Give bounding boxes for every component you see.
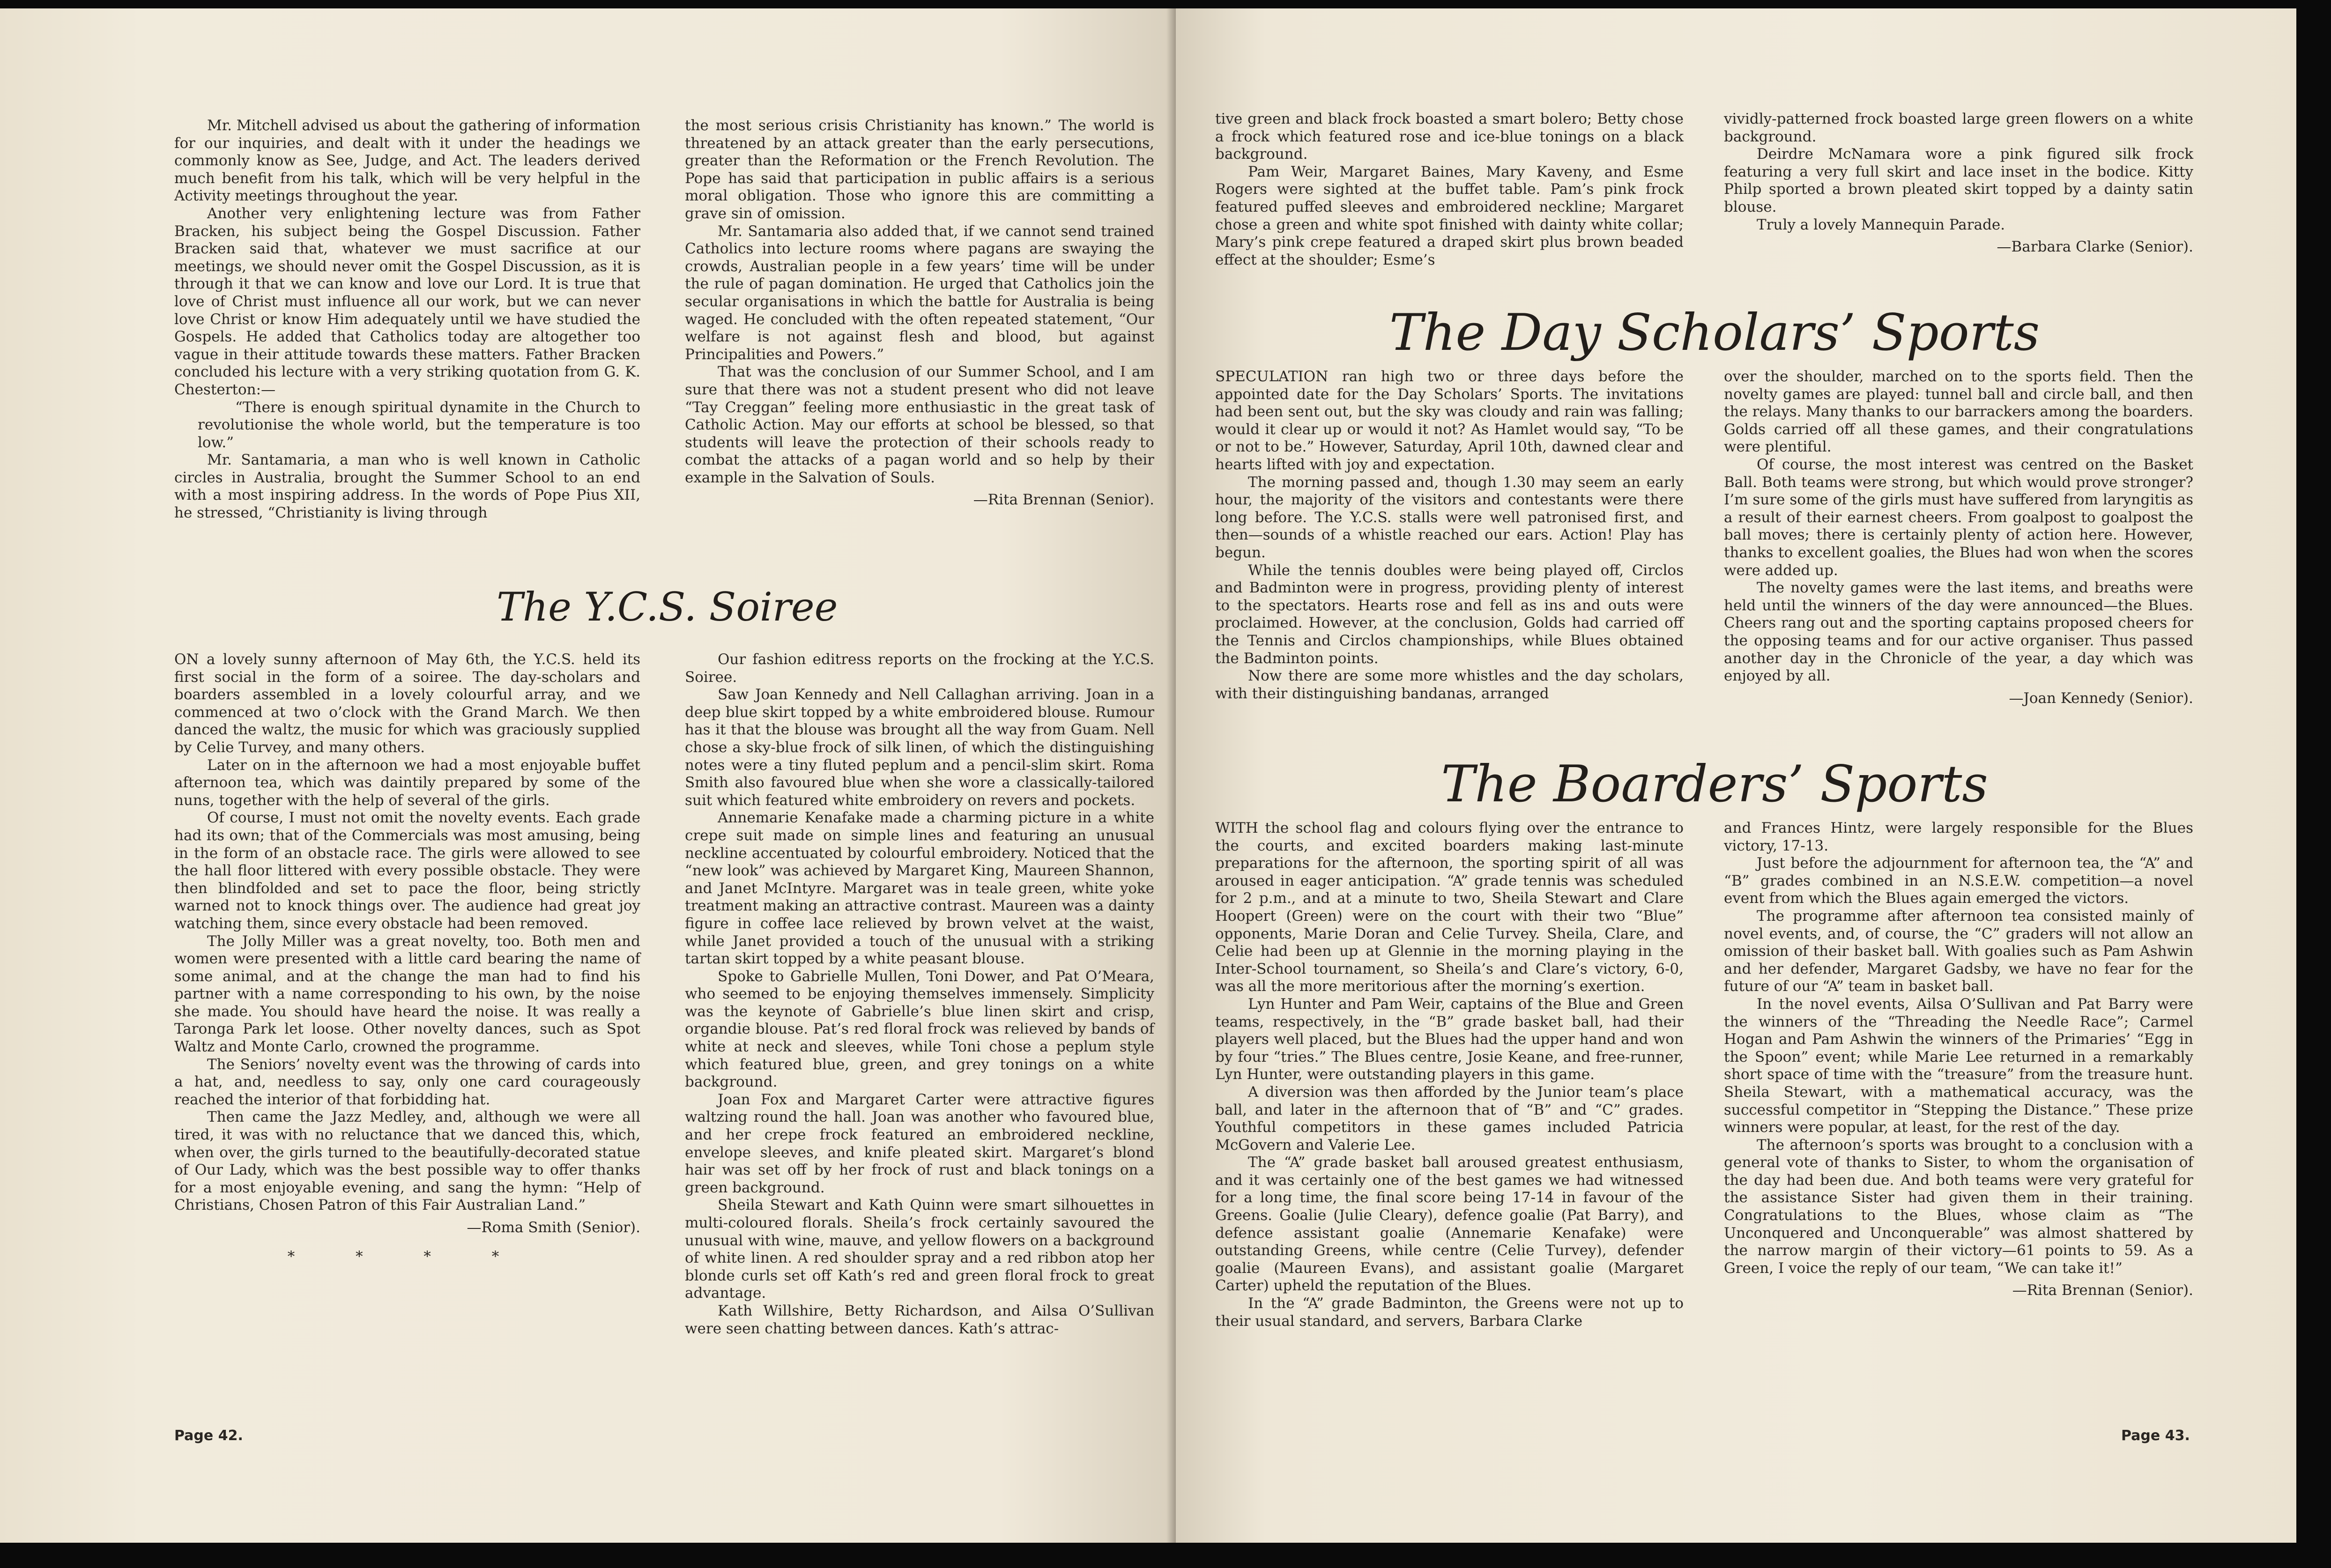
signature: —Barbara Clarke (Senior). bbox=[1997, 238, 2193, 256]
paragraph: Now there are some more whistles and the day scholars, with their distinguishing bandanas, arranged bbox=[1215, 667, 1684, 702]
paragraph: The afternoon’s sports was brought to a conclusion with a general vote of thanks to Sister, to whom the organisation of the day had been due. And both teams were very grateful for the assistance Sister had given them in their training. Congratulations to the Blues, whose claim as “The Unconquered and Unconquerable” was almost shattered by the narrow margin of their victory—61 points to 59. As a Green, I voice the reply of our team, “We can take it!” bbox=[1724, 1136, 2193, 1277]
signature: —Rita Brennan (Senior). bbox=[973, 491, 1154, 509]
paragraph: Mr. Mitchell advised us about the gathering of information for our inquiries, and dealt with it under the headings we commonly know as See, Judge, and Act. The leaders derived much benefit from his talk, which will be very helpful in the Activity meetings throughout the year. bbox=[174, 117, 640, 205]
paragraph: Pam Weir, Margaret Baines, Mary Kaveny, and Esme Rogers were sighted at the buffet table. Pam’s pink frock featured puffed sleeves and embroidered neckline; Margaret chose a green and white spot finished with dainty white collar; Mary’s pink crepe featured a draped skirt plus brown beaded effect at the shoulder; Esme’s bbox=[1215, 163, 1684, 268]
paragraph: Lyn Hunter and Pam Weir, captains of the Blue and Green teams, respectively, in the “B” grade basket ball, had their players well placed, but the Blues had the upper hand and won by four “tries.” The Blues centre, Josie Keane, and free-runner, Lyn Hunter, were outstanding players in this game. bbox=[1215, 995, 1684, 1083]
paragraph: Of course, the most interest was centred on the Basket Ball. Both teams were strong, but which would prove stronger? I’m sure some of the girls must have suffered from laryngitis as a result of their earnest cheers. From goalpost to goalpost the ball moves; there is certainly plenty of action here. However, thanks to excellent goalies, the Blues had won when the scores were added up. bbox=[1724, 456, 2193, 579]
paragraph: Just before the adjournment for afternoon tea, the “A” and “B” grades combined in an N.S.E.W. competition—a novel event from which the Blues again emerged the victors. bbox=[1724, 855, 2193, 907]
paragraph: Truly a lovely Mannequin Parade. bbox=[1757, 216, 2005, 233]
quote: “There is enough spiritual dynamite in the Church to revolutionise the whole world, but the temperature is too low.” bbox=[198, 399, 640, 451]
signature: —Joan Kennedy (Senior). bbox=[2009, 689, 2193, 707]
paragraph: The programme after afternoon tea consisted mainly of novel events, and, of course, the “C” graders will not allow an omission of their basket ball. With goalies such as Pam Ashwin and her defender, Margaret Gadsby, we have no fear for the future of our “A” team in basket ball. bbox=[1724, 907, 2193, 995]
section-divider-stars: * * * * bbox=[287, 1248, 527, 1265]
paragraph: vividly-patterned frock boasted large green flowers on a white background. bbox=[1724, 111, 2193, 145]
paragraph: Kath Willshire, Betty Richardson, and Ailsa O’Sullivan were seen chatting between dances. Kath’s attrac- bbox=[685, 1302, 1154, 1337]
paragraph: Another very enlightening lecture was from Father Bracken, his subject being the Gospel Discussion. Father Bracken said that, whatever we must sacrifice at our meetings, we should never omit the Gospel Discussion, as it is through it that we can know and love our Lord. It is true that love of Christ must influence all our work, but we can never love Christ or know Him adequately until we have studied the Gospels. He added that Catholics today are altogether too vague in their attitude towards these matters. Father Bracken concluded his lecture with a very striking quotation from G. K. Chesterton:— bbox=[174, 205, 640, 398]
soiree-title: The Y.C.S. Soiree bbox=[497, 584, 838, 630]
paragraph: WITH the school flag and colours flying over the entrance to the courts, and excited boarders making last-minute preparations for the afternoon, the sporting spirit of all was aroused in eager anticipation. “A” grade tennis was scheduled for 2 p.m., and at a minute to two, Sheila Stewart and Clare Hoopert (Green) were on the court with their two “Blue” opponents, Marie Doran and Celie Turvey. Sheila, Clare, and Celie had been up at Glennie in the morning playing in the Inter-School tournament, so Sheila’s and Clare’s victory, 6-0, was all the more meritorious after the morning’s exertion. bbox=[1215, 820, 1684, 995]
paragraph: Mr. Santamaria also added that, if we cannot send trained Catholics into lecture rooms where pagans are swaying the crowds, Australian people in a few years’ time will be under the rule of pagan domination. He urged that Catholics join the secular organisations in which the battle for Australia is being waged. He concluded with the often repeated statement, “Our welfare is not against flesh and blood, but against Principalities and Powers.” bbox=[685, 222, 1154, 363]
paragraph: ON a lovely sunny afternoon of May 6th, the Y.C.S. held its first social in the form of a soiree. The day-scholars and boarders assembled in a lovely colourful array, and we commenced at two o’clock with the Grand March. We then danced the waltz, the music for which was graciously supplied by Celie Turvey, and many others. bbox=[174, 651, 640, 756]
page-number: Page 43. bbox=[2121, 1427, 2190, 1444]
day-scholars-col2 bbox=[1724, 368, 2193, 707]
paragraph: SPECULATION ran high two or three days before the appointed date for the Day Scholars’ Sports. The invitations had been sent out, but the sky was cloudy and rain was falling; would it clear up or would it not? As Hamlet would say, “To be or not to be.” However, Saturday, April 10th, dawned clear and hearts lifted with joy and expectation. bbox=[1215, 368, 1684, 473]
boarders-col1 bbox=[1215, 820, 1684, 1330]
paragraph: Saw Joan Kennedy and Nell Callaghan arriving. Joan in a deep blue skirt topped by a white embroidered blouse. Rumour has it that the blouse was brought all the way from Guam. Nell chose a sky-blue frock of silk linen, of which the distinguishing notes were a tiny fluted peplum and a pencil-slim skirt. Roma Smith also favoured blue when she wore a classically-tailored suit which featured white embroidery on revers and pockets. bbox=[685, 686, 1154, 809]
paragraph: While the tennis doubles were being played off, Circlos and Badminton were in progress, providing plenty of interest to the spectators. Hearts rose and fell as ins and outs were proclaimed. However, at the conclusion, Golds had carried off the Tennis and Circlos championships, while Blues obtained the Badminton points. bbox=[1215, 562, 1684, 667]
left-col2-intro bbox=[685, 117, 1154, 509]
boarders-col2 bbox=[1724, 820, 2193, 1300]
page-number: Page 42. bbox=[174, 1427, 243, 1444]
signature: —Roma Smith (Senior). bbox=[467, 1219, 640, 1236]
paragraph: Sheila Stewart and Kath Quinn were smart silhouettes in multi-coloured florals. Sheila’s frock certainly savoured the unusual with wine, mauve, and yellow flowers on a background of white linen. A red shoulder spray and a red ribbon atop her blonde curls set off Kath’s red and green floral frock to great advantage. bbox=[685, 1197, 1154, 1302]
paragraph: The novelty games were the last items, and breaths were held until the winners of the day were announced—the Blues. Cheers rang out and the sporting captains proposed cheers for the opposing teams and for our active organiser. Thus passed another day in the Chronicle of the year, a day which was enjoyed by all. bbox=[1724, 579, 2193, 685]
paragraph: Later on in the afternoon we had a most enjoyable buffet afternoon tea, which was daintily prepared by some of the nuns, together with the help of several of the girls. bbox=[174, 756, 640, 809]
right-top-col1 bbox=[1215, 111, 1684, 269]
paragraph: The “A” grade basket ball aroused greatest enthusiasm, and it was certainly one of the best games we had witnessed for a long time, the final score being 17-14 in favour of the Greens. Goalie (Julie Cleary), defence goalie (Pat Barry), and defence assistant goalie (Annemarie Kenafake) were outstanding Greens, while centre (Celie Turvey), defender goalie (Maureen Evans), and assistant goalie (Margaret Carter) upheld the reputation of the Blues. bbox=[1215, 1154, 1684, 1294]
right-page bbox=[1176, 8, 2296, 1543]
paragraph: Spoke to Gabrielle Mullen, Toni Dower, and Pat O’Meara, who seemed to be enjoying themselves immensely. Simplicity was the keynote of Gabrielle’s blue linen skirt and crisp, organdie blouse. Pat’s red floral frock was relieved by bands of white at neck and sleeves, while Toni chose a peplum style which featured blue, green, and grey tonings on a white background. bbox=[685, 968, 1154, 1091]
paragraph: The morning passed and, though 1.30 may seem an early hour, the majority of the visitors and contestants were there long before. The Y.C.S. stalls were well patronised first, and then—sounds of a whistle reached our ears. Action! Play has begun. bbox=[1215, 473, 1684, 561]
paragraph: In the novel events, Ailsa O’Sullivan and Pat Barry were the winners of the “Threading the Needle Race”; Carmel Hogan and Pam Ashwin the winners of the Primaries’ “Egg in the Spoon” event; while Marie Lee returned in a remarkably short space of time with the “treasure” from the treasure hunt. Sheila Stewart, with a mathematical accuracy, was the successful competitor in “Stepping the Distance.” These prize winners were popular, at least, for the rest of the day. bbox=[1724, 995, 2193, 1136]
day-scholars-col1 bbox=[1215, 368, 1684, 703]
soiree-col2 bbox=[685, 651, 1154, 1338]
boarders-title: The Boarders’ Sports bbox=[1441, 755, 1988, 814]
signature: —Rita Brennan (Senior). bbox=[2012, 1282, 2193, 1299]
paragraph: That was the conclusion of our Summer School, and I am sure that there was not a student present who did not leave “Tay Creggan” feeling more enthusiastic in the great task of Catholic Action. May our efforts at school be blessed, so that students will leave the protection of their schools ready to combat the attacks of a pagan world and so help by their example in the Salvation of Souls. bbox=[685, 363, 1154, 486]
paragraph: tive green and black frock boasted a smart bolero; Betty chose a frock which featured rose and ice-blue tonings on a black background. bbox=[1215, 111, 1684, 163]
soiree-col1 bbox=[174, 651, 640, 1265]
paragraph: The Jolly Miller was a great novelty, too. Both men and women were presented with a little card bearing the name of some animal, and at the change the man had to find his partner with a name corresponding to his own, by the noise she made. You should have heard the noise. It was really a Taronga Park let loose. Other novelty dances, such as Spot Waltz and Monte Carlo, crowned the programme. bbox=[174, 932, 640, 1056]
paragraph: In the “A” grade Badminton, the Greens were not up to their usual standard, and servers, Barbara Clarke bbox=[1215, 1295, 1684, 1330]
paragraph: Deirdre McNamara wore a pink figured silk frock featuring a very full skirt and lace inset in the bodice. Kitty Philp sported a brown pleated skirt topped by a dainty satin blouse. bbox=[1724, 146, 2193, 215]
paragraph: A diversion was then afforded by the Junior team’s place ball, and later in the afternoon that of “B” and “C” grades. Youthful competitors in these games included Patricia McGovern and Valerie Lee. bbox=[1215, 1083, 1684, 1154]
right-top-col2 bbox=[1724, 111, 2193, 256]
paragraph: the most serious crisis Christianity has known.” The world is threatened by an attack greater than the early persecutions, greater than the Reformation or the French Revolution. The Pope has said that participation in public affairs is a serious moral obligation. Those who ignore this are committing a grave sin of omission. bbox=[685, 117, 1154, 222]
paragraph: Then came the Jazz Medley, and, although we were all tired, it was with no reluctance that we danced this, which, when over, the girls turned to the beautifully-decorated statue of Our Lady, which was the best possible way to offer thanks for a most enjoyable evening, and sang the hymn: “Help of Christians, Chosen Patron of this Fair Australian Land.” bbox=[174, 1109, 640, 1214]
paragraph: and Frances Hintz, were largely responsible for the Blues victory, 17-13. bbox=[1724, 820, 2193, 854]
paragraph: The Seniors’ novelty event was the throwing of cards into a hat, and, needless to say, only one card courageously reached the interior of that forbidding hat. bbox=[174, 1056, 640, 1108]
paragraph: Of course, I must not omit the novelty events. Each grade had its own; that of the Commercials was most amusing, being in the form of an obstacle race. The girls were allowed to see the hall floor littered with every possible obstacle. They were then blindfolded and set to pace the floor, being strictly warned not to knock things over. The audience had great joy watching them, since every obstacle had been removed. bbox=[174, 809, 640, 932]
day-scholars-title: The Day Scholars’ Sports bbox=[1389, 303, 2040, 362]
left-col1-intro bbox=[174, 117, 640, 522]
paragraph: Our fashion editress reports on the frocking at the Y.C.S. Soiree. bbox=[685, 651, 1154, 686]
paragraph: Annemarie Kenafake made a charming picture in a white crepe suit made on simple lines and featuring an unusual neckline accentuated by colourful embroidery. Noticed that the “new look” was achieved by Margaret King, Maureen Shannon, and Janet McIntyre. Margaret was in teale green, white yoke treatment making an attractive contrast. Maureen was a dainty figure in coffee lace relieved by brown velvet at the waist, while Janet provided a touch of the unusual with a striking tartan skirt topped by a white peasant blouse. bbox=[685, 809, 1154, 968]
paragraph: over the shoulder, marched on to the sports field. Then the novelty games are played: tunnel ball and circle ball, and then the relays. Many thanks to our barrackers among the boarders. Golds carried off all these games, and their congratulations were plentiful. bbox=[1724, 368, 2193, 456]
paragraph: Mr. Santamaria, a man who is well known in Catholic circles in Australia, brought the Summer School to an end with a most inspiring address. In the words of Pope Pius XII, he stressed, “Christianity is living through bbox=[174, 451, 640, 522]
left-page bbox=[0, 8, 1176, 1543]
paragraph: Joan Fox and Margaret Carter were attractive figures waltzing round the hall. Joan was another who favoured blue, and her crepe frock featured an embroidered neckline, envelope sleeves, and knife pleated skirt. Margaret’s blond hair was set off by her frock of rust and black tonings on a green background. bbox=[685, 1091, 1154, 1196]
